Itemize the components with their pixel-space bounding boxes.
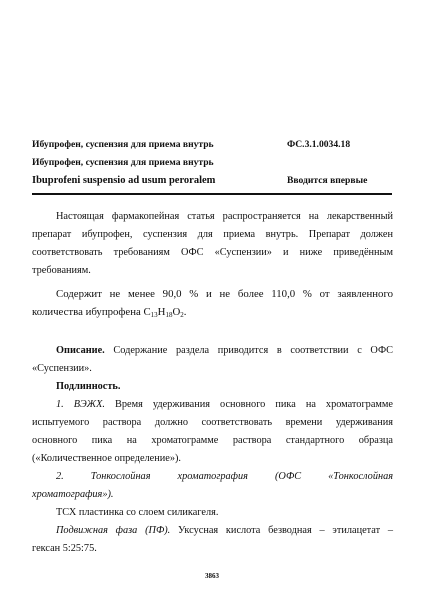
hplc-line-2: испытуемого раствора должно соответствовать времени удерживания [32, 417, 393, 428]
intro-paragraph [32, 208, 393, 280]
description-label: Описание. [56, 345, 105, 356]
latin-title: Ibuprofeni suspensio ad usum peroralem [32, 175, 216, 186]
content-line-1: Содержит не менее 90,0 % и не более 110,0 % от заявленного [56, 288, 393, 300]
tlc-section: 2. Тонкослойная хроматография (ОФС «Тонкослойная хроматография»). [32, 468, 393, 504]
formula-c-count: 13 [150, 311, 158, 319]
formula-h-count: 18 [165, 311, 173, 319]
tlc-label: 2. Тонкослойная [56, 471, 151, 482]
header-divider [32, 193, 392, 195]
hplc-text: Время удерживания основного пика на хроматограмме [115, 399, 393, 410]
intro-line-1: Настоящая фармакопейная статья распространяется на лекарственный [56, 211, 393, 222]
tlc-line-2: хроматография»). [32, 489, 114, 500]
status-note: Вводится впервые [287, 175, 368, 186]
monograph-title: Ибупрофен, суспензия для приема внутрь [32, 139, 214, 150]
identity-section [32, 360, 393, 396]
description-text: Содержание раздела приводится в соответствии с ОФС [113, 345, 393, 356]
intro-line-3: соответствовать требованиям ОФС «Суспензии» и ниже приведённым [32, 247, 393, 258]
hplc-line-4: («Количественное определение»). [32, 453, 181, 464]
monograph-title-repeat: Ибупрофен, суспензия для приема внутрь [32, 157, 214, 168]
page-number: 3863 [205, 572, 219, 580]
hplc-label: 1. ВЭЖХ. [56, 399, 105, 410]
hplc-section [32, 396, 393, 468]
description-line-2: «Суспензии». [32, 363, 92, 374]
mobile-phase-line-2: гексан 5:25:75. [32, 543, 97, 554]
intro-line-2: препарат ибупрофен, суспензия для приема внутрь. Препарат должен [32, 229, 393, 240]
content-paragraph [32, 285, 393, 324]
plate-paragraph [32, 504, 393, 522]
mobile-phase-text: Уксусная кислота безводная – этилацетат – [178, 525, 394, 536]
monograph-code: ФС.3.1.0034.18 [287, 139, 351, 150]
intro-line-4: требованиям. [32, 265, 91, 276]
plate-text: ТСХ пластинка со слоем силикагеля. [56, 507, 219, 518]
mobile-phase-paragraph [32, 522, 393, 558]
identity-label: Подлинность. [56, 381, 121, 392]
hplc-line-3: основного пика на хроматограмме раствора стандартного образца [32, 435, 393, 446]
content-line-2: количества ибупрофена $C_{13}H_{18}O_2$. [32, 306, 187, 319]
mobile-phase-label: Подвижная фаза (ПФ). [56, 525, 171, 536]
formula-o-count: 2 [180, 311, 184, 319]
